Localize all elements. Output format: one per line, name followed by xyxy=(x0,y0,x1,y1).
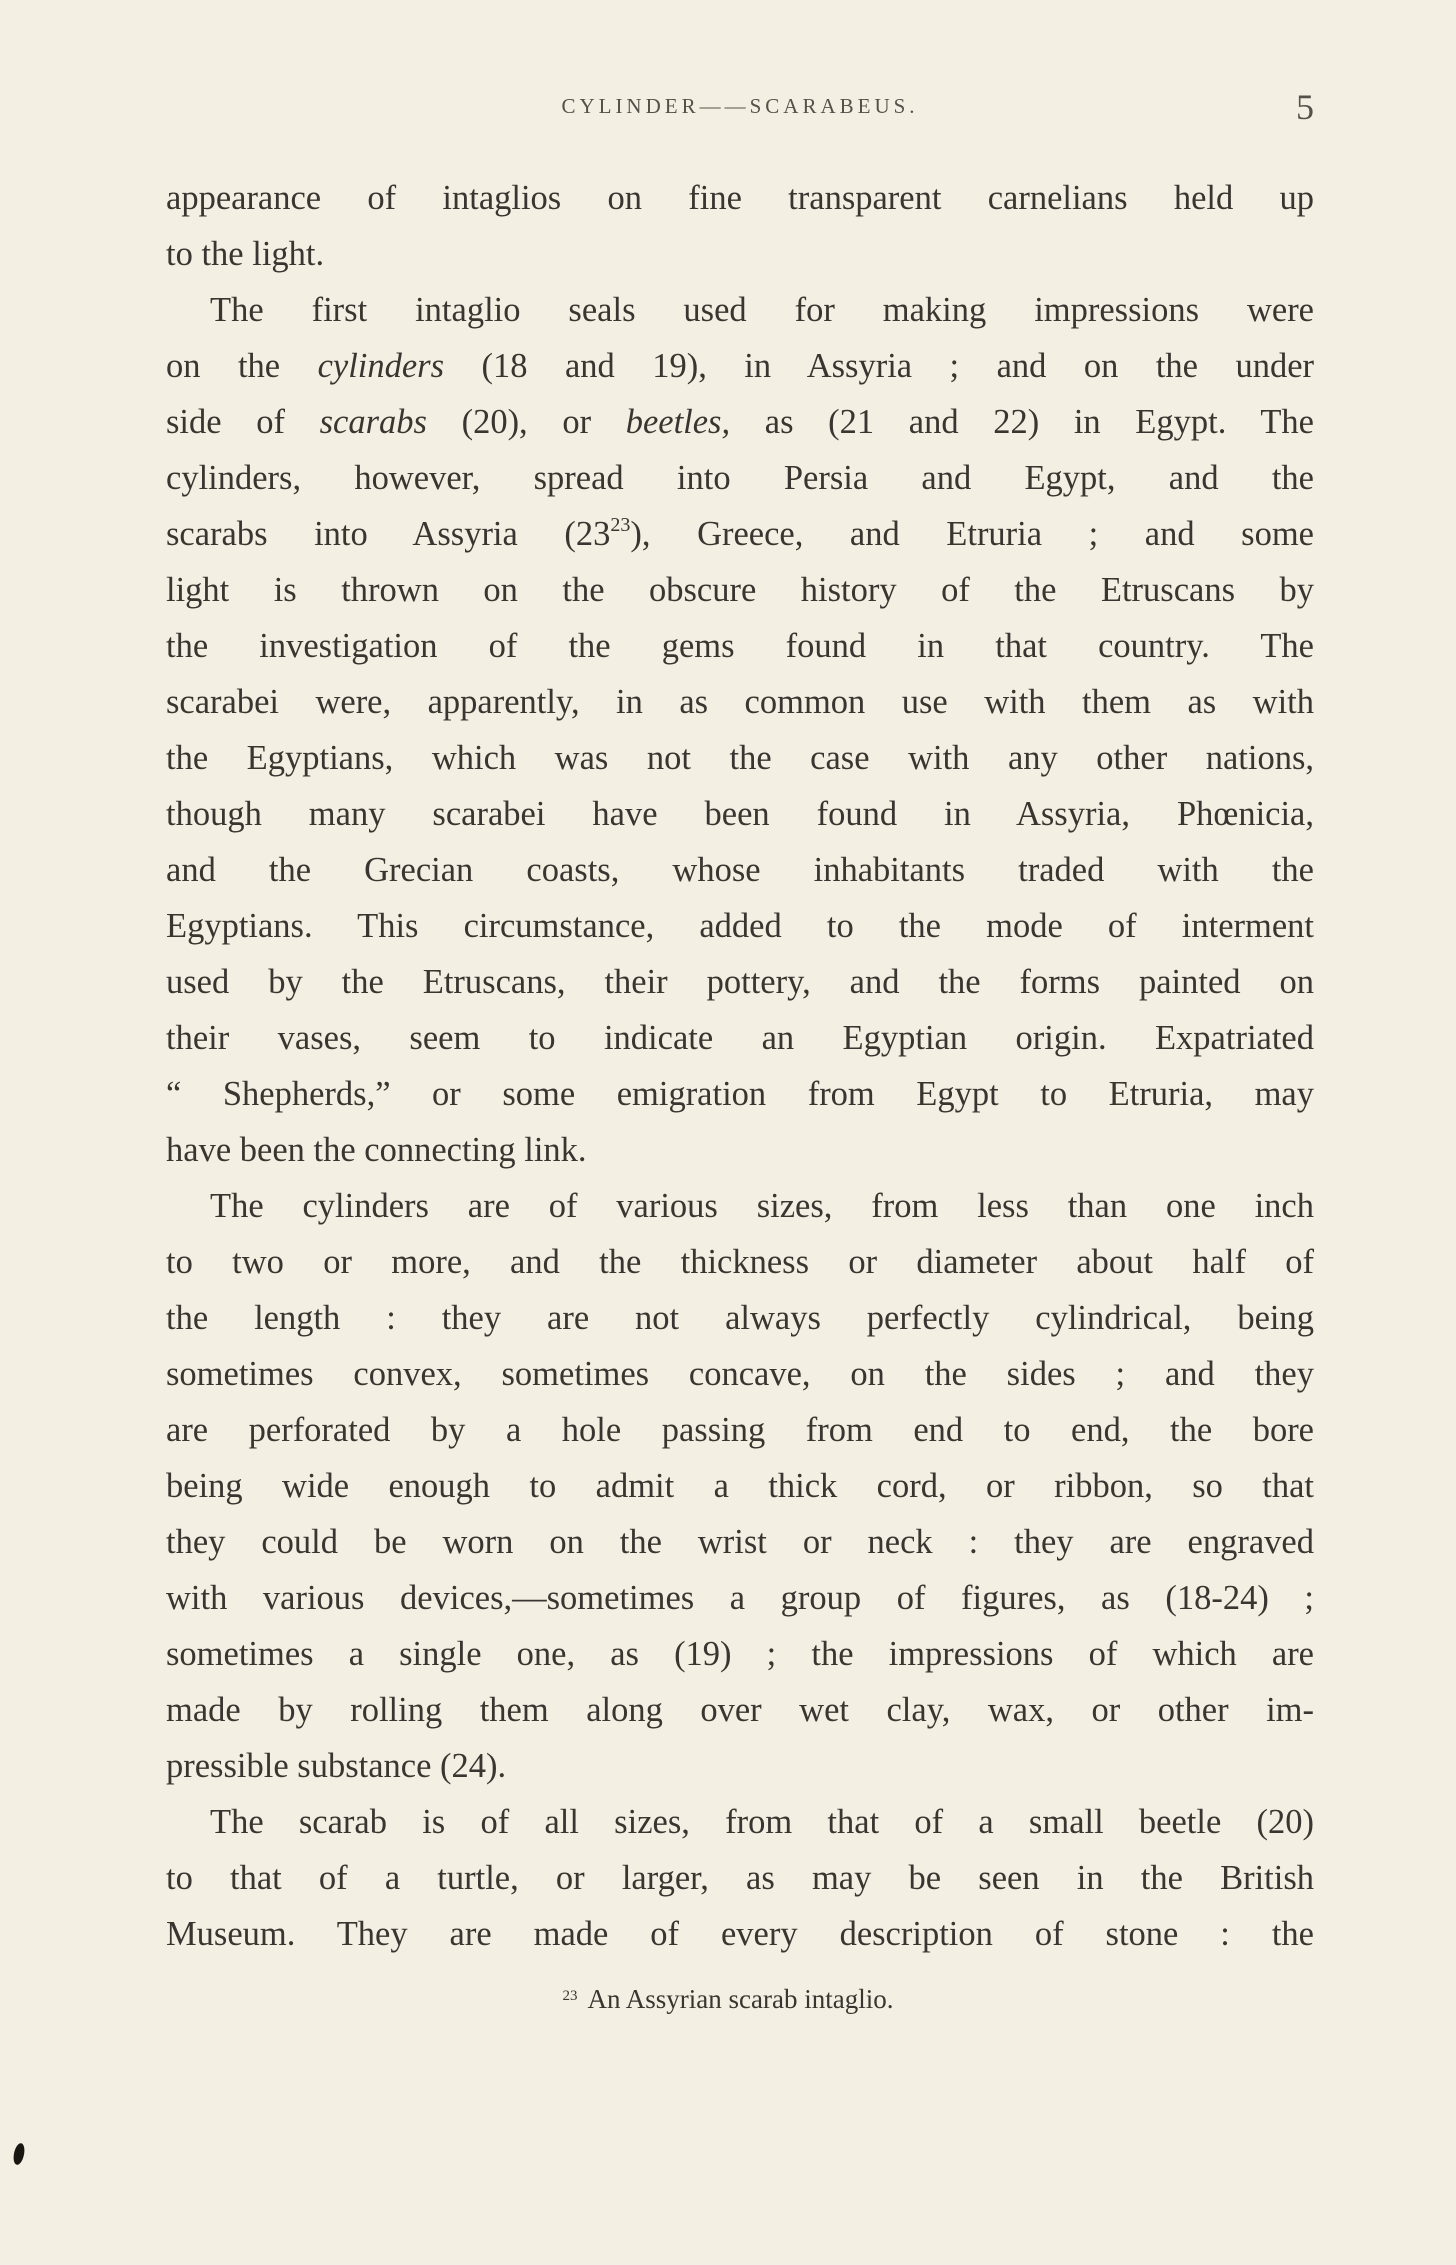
text-line: and the Grecian coasts, whose inhabitants traded with the xyxy=(166,851,1314,889)
footnote-text: An Assyrian scarab intaglio. xyxy=(587,1984,894,2014)
text-line xyxy=(166,394,1314,450)
text-run: as (21 and 22) in Egypt. The xyxy=(730,403,1314,441)
text-line xyxy=(166,506,1314,562)
paragraph-3 xyxy=(166,1178,1314,1794)
text-line: they could be worn on the wrist or neck : they are engraved xyxy=(166,1523,1314,1561)
text-run: (20), or xyxy=(426,403,626,441)
text-run: (18 and 19), in Assyria ; and on the under xyxy=(444,347,1314,385)
footnote-ref[interactable]: 23 xyxy=(610,514,631,536)
text-line: the investigation of the gems found in that country. The xyxy=(166,627,1314,665)
text-line: have been the connecting link. xyxy=(166,1131,587,1169)
running-title: CYLINDER——SCARABEUS. xyxy=(561,94,919,118)
text-line: sometimes convex, sometimes concave, on the sides ; and they xyxy=(166,1355,1314,1393)
text-line: appearance of intaglios on fine transparent carnelians held up xyxy=(166,179,1314,217)
italic-term: beetles, xyxy=(625,403,731,441)
text-line: though many scarabei have been found in Assyria, Phœnicia, xyxy=(166,795,1314,833)
text-run: scarabs into Assyria (23 xyxy=(166,515,611,553)
footnote xyxy=(0,1984,1456,2015)
text-line: are perforated by a hole passing from end to end, the bore xyxy=(166,1411,1314,1449)
text-line: The first intaglio seals used for making impressions were xyxy=(210,291,1314,329)
paragraph-2 xyxy=(166,282,1314,1178)
text-line: Egyptians. This circumstance, added to the mode of interment xyxy=(166,907,1314,945)
ink-speck xyxy=(12,2142,26,2166)
text-run: ), Greece, and Etruria ; and some xyxy=(630,515,1314,553)
text-line: the Egyptians, which was not the case with any other nations, xyxy=(166,739,1314,777)
text-line: Museum. They are made of every description of stone : the xyxy=(166,1915,1314,1953)
text-line: The cylinders are of various sizes, from less than one inch xyxy=(210,1187,1314,1225)
text-line: The scarab is of all sizes, from that of a small beetle (20) xyxy=(210,1803,1314,1841)
text-line: used by the Etruscans, their pottery, and the forms painted on xyxy=(166,963,1314,1001)
text-line: their vases, seem to indicate an Egyptian origin. Expatriated xyxy=(166,1019,1314,1057)
text-run: side of xyxy=(166,403,320,441)
text-line: cylinders, however, spread into Persia and Egypt, and the xyxy=(166,459,1314,497)
text-line xyxy=(166,338,1314,394)
text-line: light is thrown on the obscure history of the Etruscans by xyxy=(166,571,1314,609)
text-line: made by rolling them along over wet clay, wax, or other im- xyxy=(166,1691,1314,1729)
text-line: to two or more, and the thickness or diameter about half of xyxy=(166,1243,1314,1281)
body-text xyxy=(166,170,1314,1962)
text-run: on the xyxy=(166,347,318,385)
paragraph-1 xyxy=(166,170,1314,282)
paragraph-4 xyxy=(166,1794,1314,1962)
italic-term: scarabs xyxy=(319,403,427,441)
page-number: 5 xyxy=(1296,87,1314,127)
text-line: with various devices,—sometimes a group of figures, as (18-24) ; xyxy=(166,1579,1314,1617)
text-line: “ Shepherds,” or some emigration from Egypt to Etruria, may xyxy=(166,1075,1314,1113)
text-line: scarabei were, apparently, in as common use with them as with xyxy=(166,683,1314,721)
text-line: sometimes a single one, as (19) ; the impressions of which are xyxy=(166,1635,1314,1673)
text-line: to the light. xyxy=(166,235,325,273)
text-line: to that of a turtle, or larger, as may be seen in the British xyxy=(166,1859,1314,1897)
text-line: pressible substance (24). xyxy=(166,1747,507,1785)
text-line: being wide enough to admit a thick cord, or ribbon, so that xyxy=(166,1467,1314,1505)
footnote-marker: 23 xyxy=(562,1988,578,2004)
italic-term: cylinders xyxy=(317,347,445,385)
running-head xyxy=(166,88,1314,128)
text-line: the length : they are not always perfectly cylindrical, being xyxy=(166,1299,1314,1337)
